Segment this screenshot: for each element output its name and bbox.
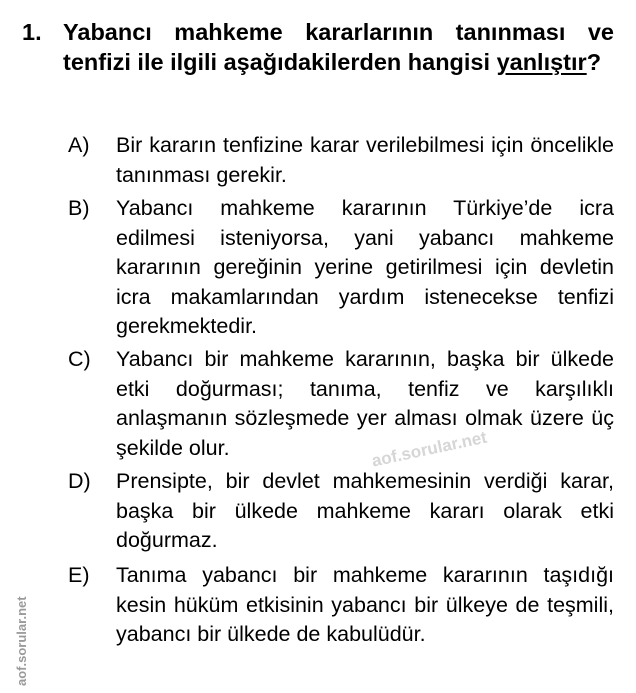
option-text: Bir kararın tenfizine karar verilebilmesi için öncelikle tanınması gerekir. [116, 133, 614, 187]
question [22, 18, 614, 77]
option-letter: C) [68, 347, 91, 371]
option-letter: A) [68, 133, 90, 157]
watermark-side: aof.sorular.net [14, 596, 29, 686]
option-text: Yabancı mahkeme kararının Türkiye’de icra edilmesi isteniyorsa, yani yabancı mahkeme kararının gereğinin yerine getirilmesi için devletin icra makamlarından yardım istenecekse tenfizi gerekmektedir. [116, 196, 614, 338]
question-text-main: Yabancı mahkeme kararlarının tanınması ve tenfizi ile ilgili aşağıdakilerden hangisi [63, 19, 614, 75]
option-text: Yabancı bir mahkeme kararının, başka bir ülkede etki doğurması; tanıma, tenfiz ve karşılıklı anlaşmanın sözleşmede yer alması olmak üzere üç şekilde olur. [116, 347, 614, 460]
option-d[interactable] [68, 467, 614, 556]
question-text-end: ? [586, 48, 602, 75]
option-letter: D) [68, 469, 91, 493]
option-letter: E) [68, 563, 90, 587]
option-e[interactable] [68, 561, 614, 650]
question-number: 1. [22, 19, 42, 45]
question-emphasis: yanlıştır [496, 48, 587, 75]
watermark-center: aof.sorular.net [370, 427, 489, 471]
option-letter: B) [68, 196, 90, 220]
question-text [63, 18, 614, 77]
option-a[interactable] [68, 131, 614, 190]
option-text: Prensipte, bir devlet mahkemesinin verdiği karar, başka bir ülkede mahkeme kararı olarak etki doğurmaz. [116, 469, 614, 552]
option-b[interactable] [68, 194, 614, 342]
option-c[interactable] [68, 345, 614, 463]
option-text: Tanıma yabancı bir mahkeme kararının taşıdığı kesin hüküm etkisinin yabancı bir ülkeye de teşmili, yabancı bir ülkede de kabulüdür. [116, 563, 614, 646]
